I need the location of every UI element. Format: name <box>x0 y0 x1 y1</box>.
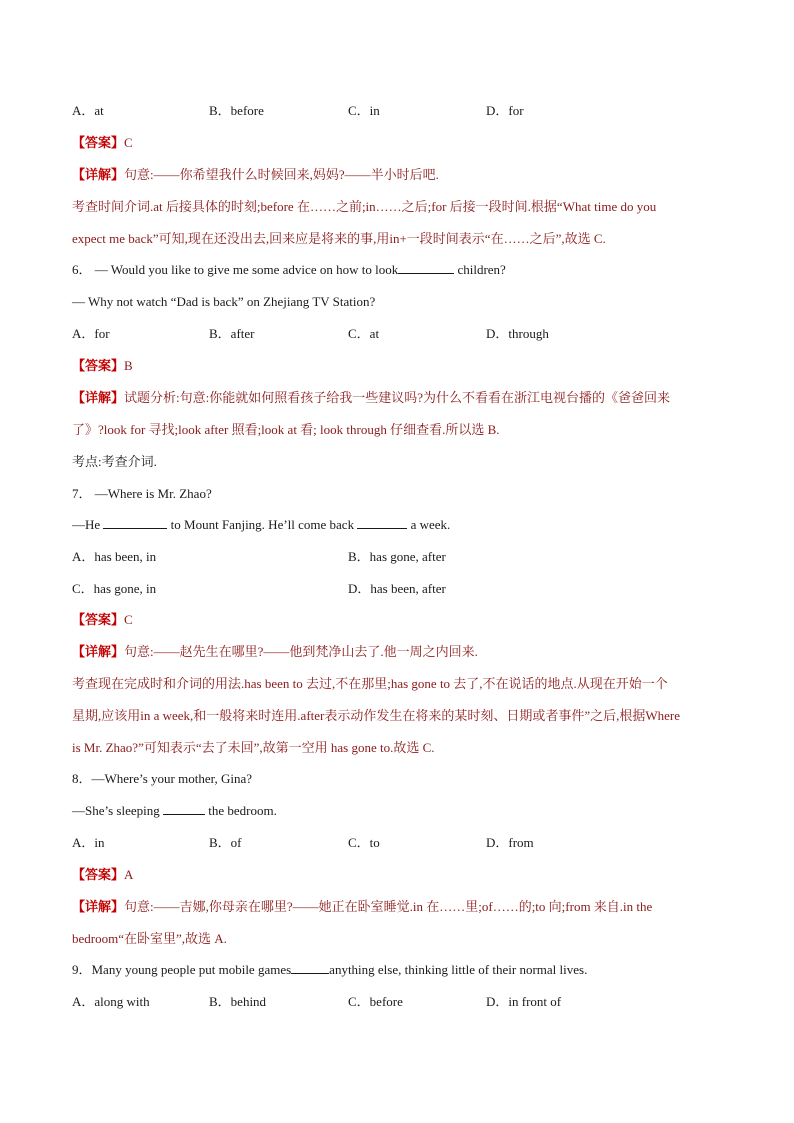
option-a: A．has been, in <box>72 549 157 564</box>
q7-stem-1: 7． —Where is Mr. Zhao? <box>72 486 212 501</box>
detail-text: 句意:——吉娜,你母亲在哪里?——她正在卧室睡觉.in 在……里;of……的;to 向;from 来自.in the <box>124 899 653 914</box>
stem-text: a week. <box>407 517 451 532</box>
option-d: D．for <box>486 103 524 118</box>
answer-tag: 【答案】 <box>72 358 125 373</box>
answer-value: C <box>124 135 133 150</box>
option-b: B．has gone, after <box>348 549 446 564</box>
answer-blank <box>291 961 329 974</box>
stem-text: 9．Many young people put mobile games <box>72 962 292 977</box>
q5-detail-3: expect me back”可知,现在还没出去,回来应是将来的事,用in+一段时间表示“在……之后”,故选 C. <box>72 231 606 246</box>
q6-detail-1 <box>72 389 670 407</box>
option-d: D．from <box>486 835 534 850</box>
option-a: A．in <box>72 835 105 850</box>
stem-text: —She’s sleeping <box>72 803 163 818</box>
q7-answer <box>72 611 133 629</box>
q7-detail-2: 考查现在完成时和介词的用法.has been to 去过,不在那里;has gone to 去了,不在说话的地点.从现在开始一个 <box>72 676 668 691</box>
answer-tag: 【答案】 <box>72 612 125 627</box>
stem-text: anything else, thinking little of their normal lives. <box>329 962 588 977</box>
option-c: C．has gone, in <box>72 581 157 596</box>
answer-blank <box>357 516 407 529</box>
option-c: C．to <box>348 835 380 850</box>
answer-tag: 【答案】 <box>72 135 125 150</box>
option-d: D．in front of <box>486 994 562 1009</box>
answer-value: A <box>124 867 134 882</box>
detail-text: 句意:——赵先生在哪里?——他到梵净山去了.他一周之内回来. <box>124 644 478 659</box>
answer-value: B <box>124 358 133 373</box>
detail-tag: 【详解】 <box>72 644 125 659</box>
stem-text: to Mount Fanjing. He’ll come back <box>167 517 358 532</box>
option-a: A．at <box>72 103 104 118</box>
option-c: C．at <box>348 326 380 341</box>
stem-text: 6． — Would you like to give me some advice on how to look <box>72 262 399 277</box>
option-b: B．after <box>209 326 255 341</box>
answer-tag: 【答案】 <box>72 867 125 882</box>
q6-stem-1 <box>72 261 506 279</box>
q8-stem-2 <box>72 802 277 820</box>
q7-stem-2 <box>72 516 450 534</box>
q8-detail-2: bedroom“在卧室里”,故选 A. <box>72 931 227 946</box>
detail-tag: 【详解】 <box>72 390 125 405</box>
q5-answer <box>72 134 133 152</box>
q8-detail-1 <box>72 898 652 916</box>
q5-detail-2: 考查时间介词.at 后接具体的时刻;before 在……之前;in……之后;for 后接一段时间.根据“What time do you <box>72 199 657 214</box>
stem-text: children? <box>454 262 506 277</box>
q6-stem-2: — Why not watch “Dad is back” on Zhejiang TV Station? <box>72 294 376 309</box>
detail-tag: 【详解】 <box>72 899 125 914</box>
q9-stem <box>72 961 587 979</box>
q7-detail-3: 星期,应该用in a week,和一般将来时连用.after表示动作发生在将来的某时刻、日期或者事件”之后,根据Where <box>72 708 681 723</box>
stem-text: —He <box>72 517 104 532</box>
q5-detail-1 <box>72 166 439 184</box>
option-d: D．has been, after <box>348 581 446 596</box>
option-b: B．before <box>209 103 264 118</box>
detail-text: 句意:——你希望我什么时候回来,妈妈?——半小时后吧. <box>124 167 439 182</box>
option-c: C．in <box>348 103 380 118</box>
answer-blank <box>163 802 205 815</box>
detail-tag: 【详解】 <box>72 167 125 182</box>
q8-answer <box>72 866 133 884</box>
option-a: A．for <box>72 326 110 341</box>
detail-text: 试题分析:句意:你能就如何照看孩子给我一些建议吗?为什么不看看在浙江电视台播的《爸爸回来 <box>124 390 671 405</box>
q8-stem-1: 8．—Where’s your mother, Gina? <box>72 771 252 786</box>
q6-detail-3: 考点:考查介词. <box>72 454 157 469</box>
q6-answer <box>72 357 133 375</box>
option-d: D．through <box>486 326 549 341</box>
q6-detail-2: 了》?look for 寻找;look after 照看;look at 看; look through 仔细查看.所以选 B. <box>72 422 500 437</box>
option-a: A．along with <box>72 994 150 1009</box>
answer-blank <box>103 516 167 529</box>
q7-detail-1 <box>72 643 478 661</box>
option-b: B．behind <box>209 994 267 1009</box>
answer-blank <box>398 261 454 274</box>
option-c: C．before <box>348 994 403 1009</box>
q7-detail-4: is Mr. Zhao?”可知表示“去了未回”,故第一空用 has gone to.故选 C. <box>72 740 435 755</box>
option-b: B．of <box>209 835 242 850</box>
stem-text: the bedroom. <box>205 803 277 818</box>
answer-value: C <box>124 612 133 627</box>
